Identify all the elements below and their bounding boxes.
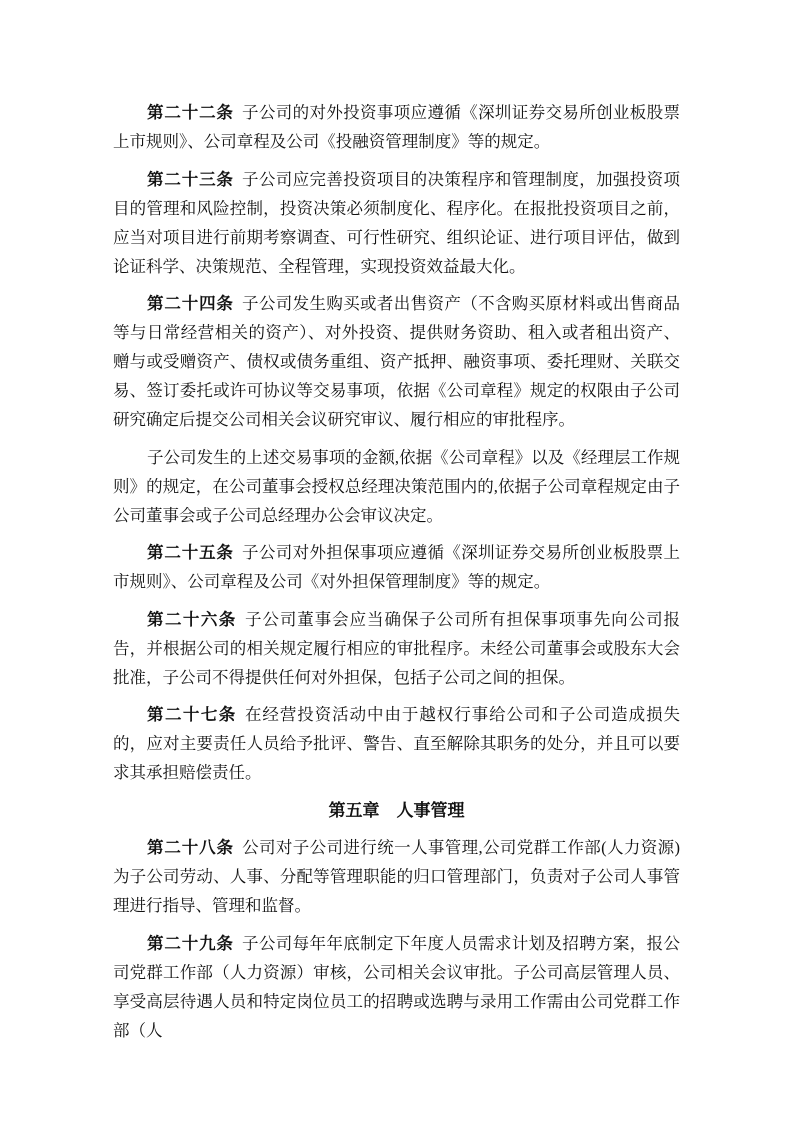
paragraph-article-24 [113, 289, 680, 434]
article-28-number: 第二十八条 [147, 838, 234, 857]
article-28-text: 公司对子公司进行统一人事管理,公司党群工作部(人力资源)为子公司劳动、人事、分配等管理职能的归口管理部门，负责对子公司人事管理进行指导、管理和监督。 [113, 838, 681, 915]
article-23-number: 第二十三条 [147, 169, 234, 189]
paragraph-article-29 [113, 929, 680, 1045]
article-24-continuation-text: 子公司发生的上述交易事项的金额,依据《公司章程》以及《经理层工作规则》的规定，在公司董事会授权总经理决策范围内的,依据子公司章程规定由子公司董事会或子公司总经理办公会审议决定。 [113, 447, 680, 525]
chapter-5-heading: 第五章 人事管理 [328, 800, 465, 820]
article-26-number: 第二十六条 [147, 609, 237, 629]
paragraph-article-25 [113, 538, 680, 596]
paragraph-article-22 [113, 98, 680, 156]
paragraph-article-24-continuation [113, 443, 680, 530]
article-24-text: 子公司发生购买或者出售资产（不含购买原材料或出售商品等与日常经营相关的资产）、对外投资、提供财务资助、租入或者租出资产、赠与或受赠资产、债权或债务重组、资产抵押、融资事项、委托理财、关联交易、签订委托或许可协议等交易事项，依据《公司章程》规定的权限由子公司研究确定后提交公司相关会议研究审议、履行相应的审批程序。 [113, 294, 681, 429]
article-22-text: 子公司的对外投资事项应遵循《深圳证券交易所创业板股票上市规则》、公司章程及公司《投融资管理制度》等的规定。 [113, 103, 681, 151]
article-25-number: 第二十五条 [147, 543, 234, 562]
article-27-text: 在经营投资活动中由于越权行事给公司和子公司造成损失的，应对主要责任人员给予批评、警告、直至解除其职务的处分，并且可以要求其承担赔偿责任。 [113, 705, 681, 782]
article-29-text: 子公司每年年底制定下年度人员需求计划及招聘方案，报公司党群工作部（人力资源）审核，公司相关会议审批。子公司高层管理人员、享受高层待遇人员和特定岗位员工的招聘或选聘与录用工作需由公司党群工作部（人 [113, 933, 681, 1040]
article-29-number: 第二十九条 [147, 933, 234, 953]
article-22-number: 第二十二条 [147, 103, 234, 122]
article-23-text: 子公司应完善投资项目的决策程序和管理制度，加强投资项目的管理和风险控制，投资决策必须制度化、程序化。在报批投资项目之前，应当对项目进行前期考察调查、可行性研究、组织论证、进行项目评估，做到论证科学、决策规范、全程管理，实现投资效益最大化。 [113, 169, 681, 276]
paragraph-article-23 [113, 165, 680, 281]
article-26-text: 子公司董事会应当确保子公司所有担保事项事先向公司报告，并根据公司的相关规定履行相应的审批程序。未经公司董事会或股东大会批准，子公司不得提供任何对外担保，包括子公司之间的担保。 [113, 609, 681, 687]
article-27-number: 第二十七条 [147, 705, 237, 724]
paragraph-article-28 [113, 833, 680, 920]
article-24-number: 第二十四条 [147, 294, 234, 313]
article-25-text: 子公司对外担保事项应遵循《深圳证券交易所创业板股票上市规则》、公司章程及公司《对外担保管理制度》等的规定。 [113, 543, 681, 591]
paragraph-article-26 [113, 605, 680, 692]
paragraph-article-27 [113, 700, 680, 787]
